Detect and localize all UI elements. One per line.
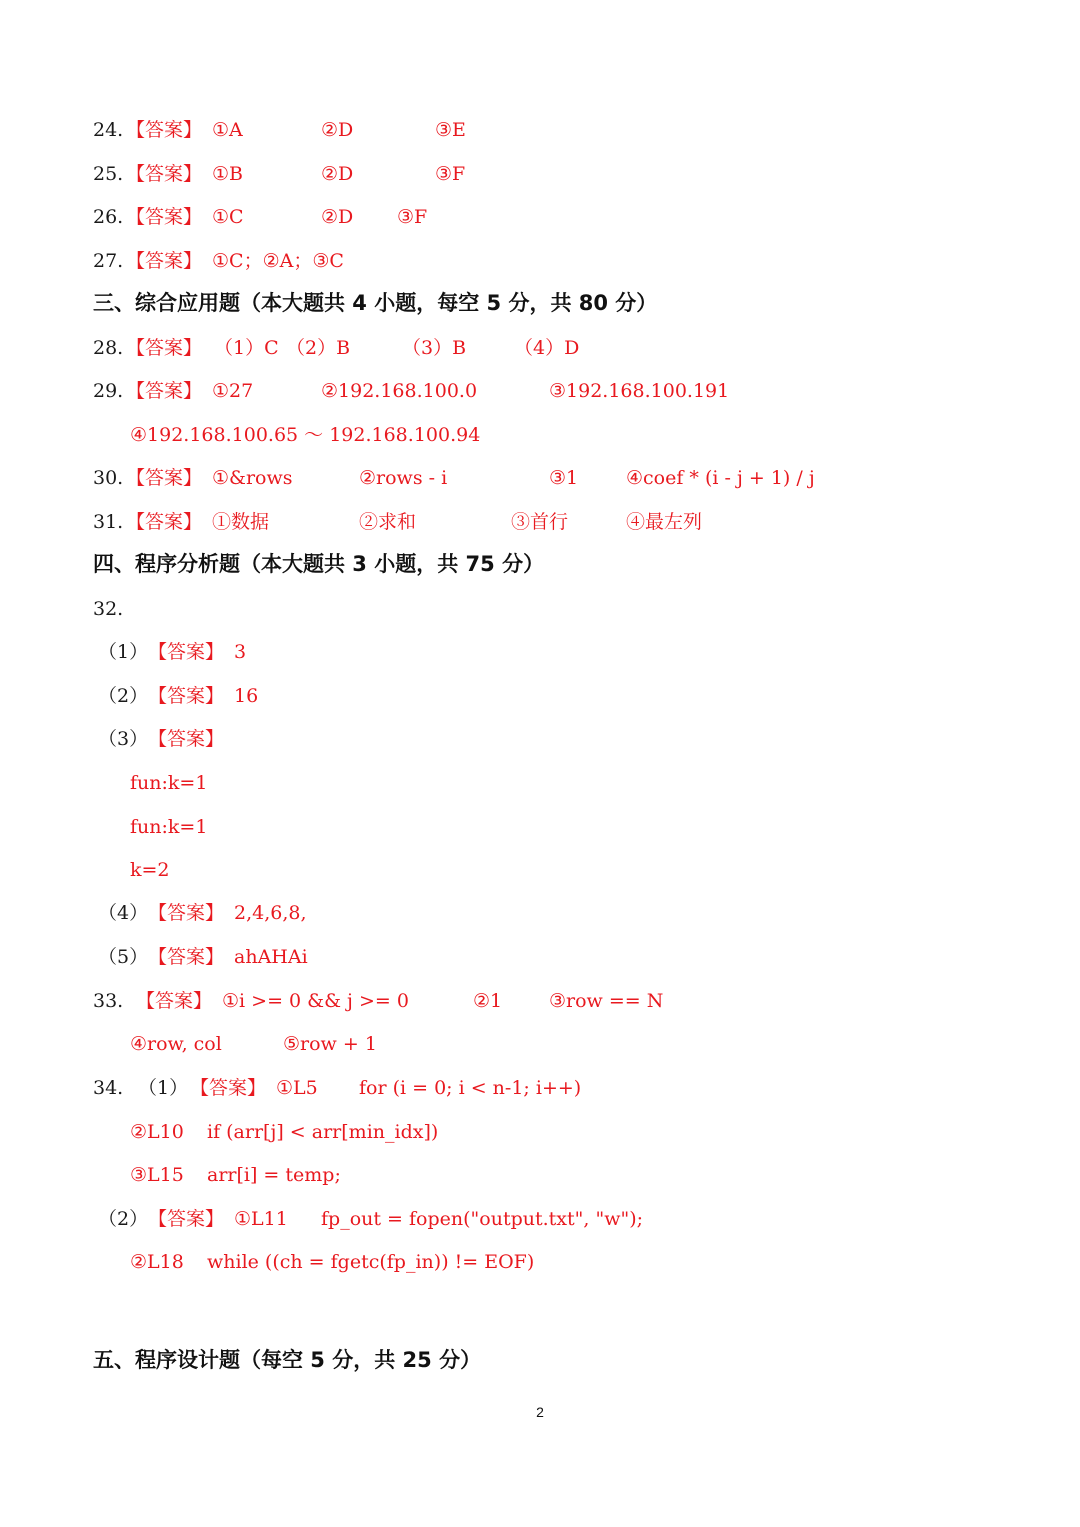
q32-part-4-answer: 2,4,6,8, — [234, 902, 307, 924]
q26-answer-label: 【答案】 — [126, 206, 203, 228]
q34-part-1-answer-2-code: if (arr[j] < arr[min_idx]) — [207, 1121, 439, 1143]
q31-answer-3: ③首行 — [511, 511, 569, 533]
q30-answer-4: ④coef * (i - j + 1) / j — [626, 467, 815, 489]
q32-part-4-index: （4） — [98, 902, 149, 924]
q29-number: 29. — [93, 380, 124, 402]
q24-answer-2: ②D — [321, 119, 354, 141]
q34-part-2-answer-2-code: while ((ch = fgetc(fp_in)) != EOF) — [207, 1251, 535, 1273]
section-3-heading: 三、综合应用题（本大题共 4 小题，每空 5 分，共 80 分） — [93, 291, 658, 315]
q32-part-3-label: 【答案】 — [148, 728, 225, 750]
q32-part-3-output-line: fun:k=1 — [130, 816, 208, 838]
q34-part-2-answer-1-code: fp_out = fopen("output.txt", "w"); — [321, 1208, 644, 1230]
q31-answer-1: ①数据 — [212, 511, 270, 533]
q25-answer-2: ②D — [321, 163, 354, 185]
q34-part-1-answer-3-line: ③L15 — [130, 1164, 184, 1186]
q32-part-1-answer: 3 — [234, 641, 247, 663]
q30-answer-3: ③1 — [549, 467, 579, 489]
q31-answer-label: 【答案】 — [126, 511, 203, 533]
q26-number: 26. — [93, 206, 124, 228]
page-number: 2 — [536, 1404, 544, 1420]
q24-answer-1: ①A — [212, 119, 243, 141]
q25-answer-1: ①B — [212, 163, 243, 185]
q28-answer-1: （1）C — [214, 337, 279, 359]
section-4-heading: 四、程序分析题（本大题共 3 小题，共 75 分） — [93, 552, 545, 576]
q31-answer-2: ②求和 — [359, 511, 417, 533]
q28-number: 28. — [93, 337, 124, 359]
q32-part-2-answer: 16 — [234, 685, 259, 707]
q28-answer-label: 【答案】 — [126, 337, 203, 359]
q29-answer-label: 【答案】 — [126, 380, 203, 402]
q31-answer-4: ④最左列 — [626, 511, 703, 533]
q28-answer-4: （4）D — [514, 337, 580, 359]
q33-answer-3: ③row == N — [549, 990, 664, 1012]
q32-part-5-answer: ahAHAi — [234, 946, 308, 968]
section-5-heading: 五、程序设计题（每空 5 分，共 25 分） — [93, 1348, 482, 1372]
q33-answer-4: ④row, col — [130, 1033, 222, 1055]
q32-part-5-index: （5） — [98, 946, 149, 968]
q33-answer-label: 【答案】 — [136, 990, 213, 1012]
q34-part-2-answer-2-line: ②L18 — [130, 1251, 184, 1273]
q32-part-3-output-line: fun:k=1 — [130, 772, 208, 794]
q34-part-2-answer-1-line: ①L11 — [234, 1208, 288, 1230]
q34-part-1-index: （1） — [138, 1077, 189, 1099]
q26-answer-3: ③F — [397, 206, 428, 228]
q26-answer-1: ①C — [212, 206, 244, 228]
q25-answer-label: 【答案】 — [126, 163, 203, 185]
q33-answer-2: ②1 — [473, 990, 503, 1012]
q32-part-5-label: 【答案】 — [148, 946, 225, 968]
q24-answer-3: ③E — [435, 119, 466, 141]
q32-part-2-label: 【答案】 — [148, 685, 225, 707]
q29-answer-1: ①27 — [212, 380, 254, 402]
q32-number: 32. — [93, 598, 124, 620]
q30-answer-label: 【答案】 — [126, 467, 203, 489]
q24-answer-label: 【答案】 — [126, 119, 203, 141]
q29-answer-4: ④192.168.100.65 ～ 192.168.100.94 — [130, 424, 481, 446]
q34-part-1-answer-2-line: ②L10 — [130, 1121, 184, 1143]
q34-part-2-label: 【答案】 — [148, 1208, 225, 1230]
q34-number: 34. — [93, 1077, 124, 1099]
q34-part-1-answer-3-code: arr[i] = temp; — [207, 1164, 341, 1186]
q34-part-2-index: （2） — [98, 1208, 149, 1230]
q31-number: 31. — [93, 511, 124, 533]
q29-answer-2: ②192.168.100.0 — [321, 380, 478, 402]
q32-part-1-index: （1） — [98, 641, 149, 663]
q34-part-1-answer-1-code: for (i = 0; i < n-1; i++) — [359, 1077, 582, 1099]
q32-part-3-index: （3） — [98, 728, 149, 750]
q27-number: 27. — [93, 250, 124, 272]
q32-part-2-index: （2） — [98, 685, 149, 707]
q33-answer-1: ①i >= 0 && j >= 0 — [222, 990, 409, 1012]
q27-answer: ①C；②A；③C — [212, 250, 344, 272]
q30-answer-1: ①&rows — [212, 467, 293, 489]
q30-answer-2: ②rows - i — [359, 467, 448, 489]
q29-answer-3: ③192.168.100.191 — [549, 380, 730, 402]
q32-part-4-label: 【答案】 — [148, 902, 225, 924]
q24-number: 24. — [93, 119, 124, 141]
q26-answer-2: ②D — [321, 206, 354, 228]
q32-part-3-output-line: k=2 — [130, 859, 170, 881]
q25-answer-3: ③F — [435, 163, 466, 185]
q34-part-1-answer-1-line: ①L5 — [276, 1077, 318, 1099]
q30-number: 30. — [93, 467, 124, 489]
q34-part-1-label: 【答案】 — [190, 1077, 267, 1099]
q33-answer-5: ⑤row + 1 — [283, 1033, 377, 1055]
q25-number: 25. — [93, 163, 124, 185]
q33-number: 33. — [93, 990, 124, 1012]
q28-answer-3: （3）B — [402, 337, 467, 359]
q28-answer-2: （2）B — [286, 337, 351, 359]
q27-answer-label: 【答案】 — [126, 250, 203, 272]
q32-part-1-label: 【答案】 — [148, 641, 225, 663]
